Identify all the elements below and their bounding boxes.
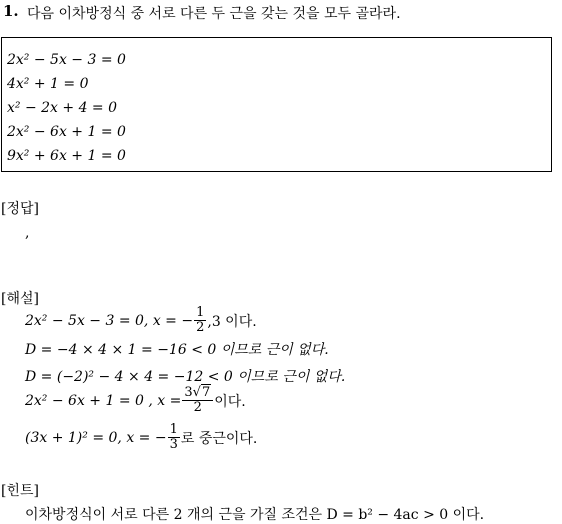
option-3: x² − 2x + 4 = 0 [7, 100, 118, 116]
answer-label: [정답] [1, 201, 39, 217]
solution-line-3-text: D = (−2)² − 4 × 4 = −12 < 0 이므로 근이 없다. [25, 369, 346, 385]
solution-line-1 [25, 306, 257, 335]
fraction-denominator: 2 [193, 400, 202, 415]
fraction-numerator [182, 386, 213, 401]
solution-line-1-fraction [194, 306, 206, 335]
options-box [1, 37, 552, 172]
solution-line-5 [25, 423, 257, 452]
fraction-denominator: 3 [169, 437, 178, 452]
sqrt-sign: √ [192, 385, 201, 400]
option-4: 2x² − 6x + 1 = 0 [7, 124, 126, 140]
solution-line-5-expr: (3x + 1)² = 0, x = − [25, 429, 167, 446]
option-1: 2x² − 5x − 3 = 0 [7, 52, 126, 68]
option-5: 9x² + 6x + 1 = 0 [7, 148, 126, 164]
hint-label: [힌트] [1, 483, 39, 499]
solution-line-5-fraction [168, 423, 180, 452]
option-2: 4x² + 1 = 0 [7, 76, 89, 92]
solution-line-2 [25, 339, 329, 359]
question-number: 1. [3, 2, 19, 20]
sqrt-coefficient: 3 [184, 385, 193, 400]
solution-line-3 [25, 366, 345, 386]
solution-line-1-expr: 2x² − 5x − 3 = 0, x = − [25, 312, 194, 329]
solution-line-5-tail: 로 중근이다. [180, 430, 258, 447]
solution-line-4 [25, 386, 246, 415]
fraction-numerator: 1 [196, 305, 205, 320]
fraction-numerator: 1 [169, 422, 178, 437]
solution-line-1-tail: ,3 이다. [207, 313, 257, 330]
solution-line-4-fraction [182, 386, 213, 415]
solution-line-4-tail: 이다. [214, 393, 246, 410]
solution-line-4-expr: 2x² − 6x + 1 = 0 , x = [25, 392, 182, 409]
solution-line-2-text: D = −4 × 4 × 1 = −16 < 0 이므로 근이 없다. [25, 342, 329, 358]
hint-text: 이차방정식이 서로 다른 2 개의 근을 가질 조건은 D = b² − 4ac > 0 이다. [25, 507, 485, 523]
question-text: 다음 이차방정식 중 서로 다른 두 근을 갖는 것을 모두 골라라. [27, 6, 401, 22]
fraction-denominator: 2 [196, 320, 205, 335]
answer-value: , [25, 225, 30, 241]
sqrt-radicand: 7 [201, 385, 211, 400]
solution-label: [해설] [1, 291, 39, 307]
